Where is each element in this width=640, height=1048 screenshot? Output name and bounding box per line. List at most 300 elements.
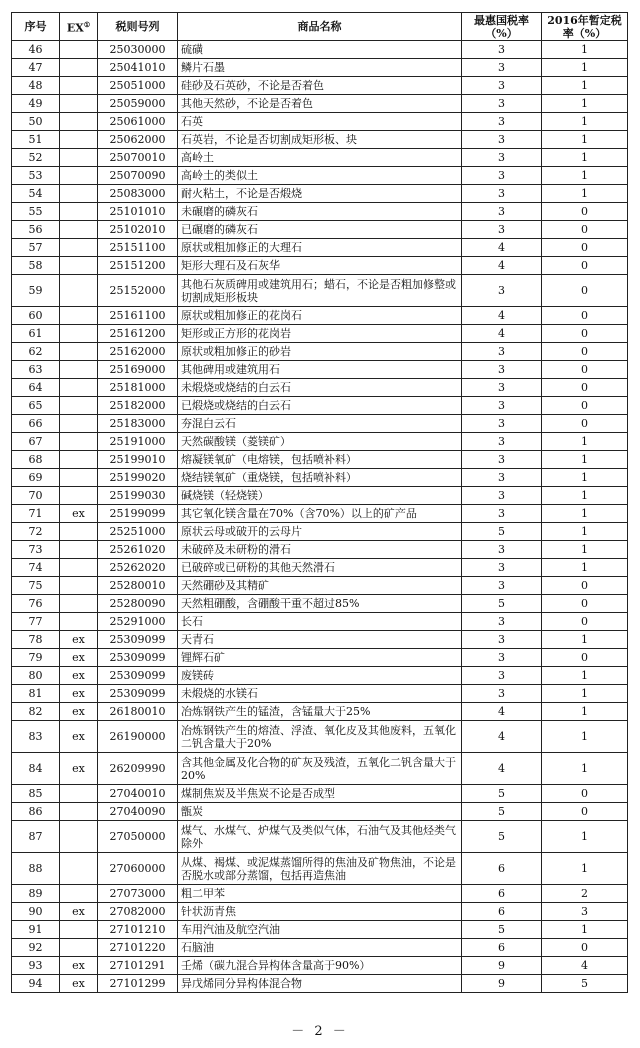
cell-product-name: 天然硼砂及其精矿 bbox=[178, 577, 462, 595]
cell-seq: 62 bbox=[12, 343, 60, 361]
cell-product-name: 鳞片石墨 bbox=[178, 59, 462, 77]
cell-ex bbox=[60, 885, 98, 903]
cell-seq: 53 bbox=[12, 167, 60, 185]
cell-seq: 75 bbox=[12, 577, 60, 595]
cell-provisional-rate: 0 bbox=[542, 803, 628, 821]
header-code: 税则号列 bbox=[98, 13, 178, 41]
cell-tariff-code: 25061000 bbox=[98, 113, 178, 131]
cell-ex bbox=[60, 415, 98, 433]
cell-ex bbox=[60, 343, 98, 361]
cell-provisional-rate: 0 bbox=[542, 361, 628, 379]
cell-mfn-rate: 3 bbox=[462, 221, 542, 239]
cell-tariff-code: 25251000 bbox=[98, 523, 178, 541]
cell-seq: 90 bbox=[12, 903, 60, 921]
cell-provisional-rate: 0 bbox=[542, 221, 628, 239]
cell-mfn-rate: 5 bbox=[462, 595, 542, 613]
cell-tariff-code: 27060000 bbox=[98, 853, 178, 885]
table-row bbox=[12, 975, 628, 993]
cell-tariff-code: 27040010 bbox=[98, 785, 178, 803]
cell-product-name: 天然粗硼酸，含硼酸干重不超过85% bbox=[178, 595, 462, 613]
cell-tariff-code: 25262020 bbox=[98, 559, 178, 577]
table-row bbox=[12, 785, 628, 803]
cell-mfn-rate: 4 bbox=[462, 325, 542, 343]
cell-tariff-code: 25041010 bbox=[98, 59, 178, 77]
cell-mfn-rate: 5 bbox=[462, 523, 542, 541]
cell-ex: ex bbox=[60, 957, 98, 975]
cell-tariff-code: 25191000 bbox=[98, 433, 178, 451]
cell-product-name: 石英岩，不论是否切割成矩形板、块 bbox=[178, 131, 462, 149]
cell-provisional-rate: 1 bbox=[542, 523, 628, 541]
cell-seq: 57 bbox=[12, 239, 60, 257]
cell-product-name: 未破碎及未研粉的滑石 bbox=[178, 541, 462, 559]
table-row bbox=[12, 59, 628, 77]
cell-mfn-rate: 3 bbox=[462, 343, 542, 361]
cell-ex bbox=[60, 613, 98, 631]
cell-provisional-rate: 0 bbox=[542, 343, 628, 361]
cell-mfn-rate: 3 bbox=[462, 667, 542, 685]
cell-product-name: 熔凝镁氧矿（电熔镁，包括喷补料） bbox=[178, 451, 462, 469]
cell-tariff-code: 25059000 bbox=[98, 95, 178, 113]
cell-product-name: 高岭土的类似土 bbox=[178, 167, 462, 185]
cell-seq: 86 bbox=[12, 803, 60, 821]
cell-tariff-code: 25151200 bbox=[98, 257, 178, 275]
cell-tariff-code: 25309099 bbox=[98, 649, 178, 667]
table-row bbox=[12, 397, 628, 415]
cell-ex bbox=[60, 541, 98, 559]
table-row bbox=[12, 523, 628, 541]
cell-tariff-code: 25309099 bbox=[98, 667, 178, 685]
cell-product-name: 硫磺 bbox=[178, 41, 462, 59]
cell-mfn-rate: 4 bbox=[462, 257, 542, 275]
table-row bbox=[12, 505, 628, 523]
cell-ex bbox=[60, 921, 98, 939]
cell-seq: 68 bbox=[12, 451, 60, 469]
cell-tariff-code: 26209990 bbox=[98, 753, 178, 785]
cell-ex bbox=[60, 307, 98, 325]
table-row bbox=[12, 257, 628, 275]
cell-seq: 85 bbox=[12, 785, 60, 803]
cell-mfn-rate: 6 bbox=[462, 885, 542, 903]
cell-mfn-rate: 4 bbox=[462, 753, 542, 785]
cell-product-name: 甑炭 bbox=[178, 803, 462, 821]
cell-product-name: 锂辉石矿 bbox=[178, 649, 462, 667]
cell-ex bbox=[60, 77, 98, 95]
cell-product-name: 从煤、褐煤、或泥煤蒸馏所得的焦油及矿物焦油，不论是否脱水或部分蒸馏，包括再造焦油 bbox=[178, 853, 462, 885]
cell-mfn-rate: 3 bbox=[462, 631, 542, 649]
cell-tariff-code: 25280010 bbox=[98, 577, 178, 595]
cell-seq: 54 bbox=[12, 185, 60, 203]
cell-seq: 50 bbox=[12, 113, 60, 131]
header-provisional-rate: 2016年暂定税率（%） bbox=[542, 13, 628, 41]
table-row bbox=[12, 577, 628, 595]
cell-provisional-rate: 0 bbox=[542, 379, 628, 397]
cell-ex bbox=[60, 803, 98, 821]
cell-tariff-code: 25309099 bbox=[98, 685, 178, 703]
cell-product-name: 其他天然砂，不论是否着色 bbox=[178, 95, 462, 113]
cell-seq: 60 bbox=[12, 307, 60, 325]
table-row bbox=[12, 325, 628, 343]
cell-provisional-rate: 1 bbox=[542, 167, 628, 185]
cell-tariff-code: 25291000 bbox=[98, 613, 178, 631]
cell-product-name: 长石 bbox=[178, 613, 462, 631]
table-row bbox=[12, 469, 628, 487]
cell-ex: ex bbox=[60, 505, 98, 523]
table-row bbox=[12, 541, 628, 559]
cell-product-name: 碱烧镁（轻烧镁） bbox=[178, 487, 462, 505]
table-body bbox=[12, 41, 628, 993]
cell-ex: ex bbox=[60, 975, 98, 993]
cell-product-name: 硅砂及石英砂，不论是否着色 bbox=[178, 77, 462, 95]
table-row bbox=[12, 167, 628, 185]
cell-product-name: 矩形大理石及石灰华 bbox=[178, 257, 462, 275]
table-row bbox=[12, 415, 628, 433]
table-row bbox=[12, 451, 628, 469]
cell-seq: 91 bbox=[12, 921, 60, 939]
table-row bbox=[12, 667, 628, 685]
cell-product-name: 煤制焦炭及半焦炭不论是否成型 bbox=[178, 785, 462, 803]
cell-tariff-code: 25199010 bbox=[98, 451, 178, 469]
cell-product-name: 未煅烧或烧结的白云石 bbox=[178, 379, 462, 397]
cell-ex bbox=[60, 853, 98, 885]
cell-ex bbox=[60, 469, 98, 487]
cell-product-name: 废镁砖 bbox=[178, 667, 462, 685]
cell-mfn-rate: 3 bbox=[462, 131, 542, 149]
cell-product-name: 石脑油 bbox=[178, 939, 462, 957]
cell-seq: 48 bbox=[12, 77, 60, 95]
table-row bbox=[12, 753, 628, 785]
cell-tariff-code: 27101291 bbox=[98, 957, 178, 975]
cell-mfn-rate: 3 bbox=[462, 203, 542, 221]
cell-ex: ex bbox=[60, 631, 98, 649]
cell-seq: 56 bbox=[12, 221, 60, 239]
cell-ex bbox=[60, 785, 98, 803]
table-row bbox=[12, 613, 628, 631]
cell-mfn-rate: 9 bbox=[462, 975, 542, 993]
cell-seq: 94 bbox=[12, 975, 60, 993]
cell-seq: 89 bbox=[12, 885, 60, 903]
cell-provisional-rate: 3 bbox=[542, 903, 628, 921]
cell-seq: 66 bbox=[12, 415, 60, 433]
cell-tariff-code: 25070090 bbox=[98, 167, 178, 185]
cell-tariff-code: 25199020 bbox=[98, 469, 178, 487]
cell-product-name: 异戊烯同分异构体混合物 bbox=[178, 975, 462, 993]
cell-provisional-rate: 0 bbox=[542, 595, 628, 613]
table-row bbox=[12, 803, 628, 821]
table-row bbox=[12, 595, 628, 613]
table-row bbox=[12, 131, 628, 149]
table-row bbox=[12, 95, 628, 113]
cell-mfn-rate: 3 bbox=[462, 59, 542, 77]
cell-ex bbox=[60, 379, 98, 397]
cell-seq: 92 bbox=[12, 939, 60, 957]
cell-tariff-code: 25261020 bbox=[98, 541, 178, 559]
cell-product-name: 石英 bbox=[178, 113, 462, 131]
cell-provisional-rate: 1 bbox=[542, 821, 628, 853]
cell-mfn-rate: 3 bbox=[462, 559, 542, 577]
table-row bbox=[12, 221, 628, 239]
cell-product-name: 烧结镁氧矿（重烧镁，包括喷补料） bbox=[178, 469, 462, 487]
cell-provisional-rate: 1 bbox=[542, 77, 628, 95]
cell-mfn-rate: 4 bbox=[462, 307, 542, 325]
cell-provisional-rate: 0 bbox=[542, 257, 628, 275]
cell-seq: 72 bbox=[12, 523, 60, 541]
cell-ex bbox=[60, 131, 98, 149]
cell-mfn-rate: 3 bbox=[462, 275, 542, 307]
cell-seq: 83 bbox=[12, 721, 60, 753]
cell-ex: ex bbox=[60, 685, 98, 703]
cell-mfn-rate: 3 bbox=[462, 95, 542, 113]
cell-product-name: 煤气、水煤气、炉煤气及类似气体，石油气及其他烃类气除外 bbox=[178, 821, 462, 853]
cell-tariff-code: 25199099 bbox=[98, 505, 178, 523]
cell-ex bbox=[60, 325, 98, 343]
table-row bbox=[12, 77, 628, 95]
cell-tariff-code: 25152000 bbox=[98, 275, 178, 307]
cell-mfn-rate: 3 bbox=[462, 361, 542, 379]
table-row bbox=[12, 939, 628, 957]
cell-seq: 65 bbox=[12, 397, 60, 415]
cell-mfn-rate: 3 bbox=[462, 451, 542, 469]
cell-seq: 82 bbox=[12, 703, 60, 721]
cell-seq: 46 bbox=[12, 41, 60, 59]
cell-tariff-code: 25182000 bbox=[98, 397, 178, 415]
cell-provisional-rate: 1 bbox=[542, 753, 628, 785]
cell-mfn-rate: 5 bbox=[462, 785, 542, 803]
cell-seq: 77 bbox=[12, 613, 60, 631]
table-row bbox=[12, 307, 628, 325]
cell-tariff-code: 25101010 bbox=[98, 203, 178, 221]
cell-mfn-rate: 4 bbox=[462, 703, 542, 721]
cell-seq: 80 bbox=[12, 667, 60, 685]
cell-seq: 49 bbox=[12, 95, 60, 113]
cell-mfn-rate: 3 bbox=[462, 613, 542, 631]
table-row bbox=[12, 821, 628, 853]
cell-product-name: 耐火粘土，不论是否煅烧 bbox=[178, 185, 462, 203]
cell-tariff-code: 25183000 bbox=[98, 415, 178, 433]
cell-mfn-rate: 3 bbox=[462, 505, 542, 523]
cell-product-name: 已煅烧或烧结的白云石 bbox=[178, 397, 462, 415]
cell-product-name: 高岭土 bbox=[178, 149, 462, 167]
cell-seq: 69 bbox=[12, 469, 60, 487]
cell-seq: 70 bbox=[12, 487, 60, 505]
cell-product-name: 矩形或正方形的花岗岩 bbox=[178, 325, 462, 343]
cell-provisional-rate: 1 bbox=[542, 921, 628, 939]
cell-tariff-code: 25162000 bbox=[98, 343, 178, 361]
table-row bbox=[12, 703, 628, 721]
cell-provisional-rate: 5 bbox=[542, 975, 628, 993]
cell-provisional-rate: 1 bbox=[542, 631, 628, 649]
cell-product-name: 原状云母或破开的云母片 bbox=[178, 523, 462, 541]
cell-provisional-rate: 1 bbox=[542, 149, 628, 167]
cell-tariff-code: 27040090 bbox=[98, 803, 178, 821]
cell-mfn-rate: 3 bbox=[462, 149, 542, 167]
cell-mfn-rate: 3 bbox=[462, 41, 542, 59]
cell-mfn-rate: 3 bbox=[462, 649, 542, 667]
cell-tariff-code: 25309099 bbox=[98, 631, 178, 649]
cell-mfn-rate: 3 bbox=[462, 77, 542, 95]
table-row bbox=[12, 203, 628, 221]
cell-tariff-code: 26190000 bbox=[98, 721, 178, 753]
cell-seq: 58 bbox=[12, 257, 60, 275]
cell-provisional-rate: 0 bbox=[542, 649, 628, 667]
tariff-table bbox=[11, 12, 628, 993]
table-row bbox=[12, 631, 628, 649]
cell-provisional-rate: 1 bbox=[542, 667, 628, 685]
cell-tariff-code: 25102010 bbox=[98, 221, 178, 239]
cell-provisional-rate: 1 bbox=[542, 433, 628, 451]
cell-mfn-rate: 4 bbox=[462, 239, 542, 257]
cell-ex bbox=[60, 203, 98, 221]
cell-seq: 55 bbox=[12, 203, 60, 221]
header-name: 商品名称 bbox=[178, 13, 462, 41]
cell-ex bbox=[60, 41, 98, 59]
cell-ex: ex bbox=[60, 703, 98, 721]
cell-mfn-rate: 3 bbox=[462, 577, 542, 595]
page-number: － 2 － bbox=[291, 1024, 349, 1039]
cell-mfn-rate: 3 bbox=[462, 685, 542, 703]
cell-seq: 59 bbox=[12, 275, 60, 307]
table-row bbox=[12, 853, 628, 885]
cell-product-name: 冶炼钢铁产生的熔渣、浮渣、氧化皮及其他废料，五氧化二钒含量大于20% bbox=[178, 721, 462, 753]
cell-tariff-code: 26180010 bbox=[98, 703, 178, 721]
cell-provisional-rate: 1 bbox=[542, 685, 628, 703]
cell-seq: 78 bbox=[12, 631, 60, 649]
cell-mfn-rate: 3 bbox=[462, 113, 542, 131]
cell-product-name: 冶炼钢铁产生的锰渣，含锰量大于25% bbox=[178, 703, 462, 721]
table-row bbox=[12, 433, 628, 451]
cell-seq: 47 bbox=[12, 59, 60, 77]
cell-tariff-code: 25161200 bbox=[98, 325, 178, 343]
cell-ex bbox=[60, 577, 98, 595]
cell-seq: 84 bbox=[12, 753, 60, 785]
cell-mfn-rate: 4 bbox=[462, 721, 542, 753]
cell-ex bbox=[60, 361, 98, 379]
cell-product-name: 原状或粗加修正的砂岩 bbox=[178, 343, 462, 361]
cell-provisional-rate: 0 bbox=[542, 939, 628, 957]
header-ex-label: EX bbox=[66, 21, 84, 35]
cell-product-name: 粗二甲苯 bbox=[178, 885, 462, 903]
cell-product-name: 其它氧化镁含量在70%（含70%）以上的矿产品 bbox=[178, 505, 462, 523]
cell-provisional-rate: 1 bbox=[542, 113, 628, 131]
table-row bbox=[12, 487, 628, 505]
cell-seq: 61 bbox=[12, 325, 60, 343]
cell-seq: 87 bbox=[12, 821, 60, 853]
cell-mfn-rate: 6 bbox=[462, 903, 542, 921]
cell-provisional-rate: 2 bbox=[542, 885, 628, 903]
cell-provisional-rate: 0 bbox=[542, 613, 628, 631]
cell-seq: 52 bbox=[12, 149, 60, 167]
cell-seq: 81 bbox=[12, 685, 60, 703]
cell-ex bbox=[60, 257, 98, 275]
table-row bbox=[12, 721, 628, 753]
cell-ex bbox=[60, 95, 98, 113]
cell-seq: 71 bbox=[12, 505, 60, 523]
cell-mfn-rate: 9 bbox=[462, 957, 542, 975]
cell-mfn-rate: 6 bbox=[462, 939, 542, 957]
cell-ex: ex bbox=[60, 667, 98, 685]
cell-provisional-rate: 1 bbox=[542, 95, 628, 113]
cell-tariff-code: 27073000 bbox=[98, 885, 178, 903]
cell-provisional-rate: 1 bbox=[542, 451, 628, 469]
cell-product-name: 原状或粗加修正的花岗石 bbox=[178, 307, 462, 325]
cell-product-name: 未碾磨的磷灰石 bbox=[178, 203, 462, 221]
cell-seq: 63 bbox=[12, 361, 60, 379]
cell-product-name: 天青石 bbox=[178, 631, 462, 649]
cell-mfn-rate: 3 bbox=[462, 415, 542, 433]
cell-tariff-code: 25051000 bbox=[98, 77, 178, 95]
cell-tariff-code: 27050000 bbox=[98, 821, 178, 853]
cell-seq: 74 bbox=[12, 559, 60, 577]
cell-product-name: 天然碳酸镁（菱镁矿） bbox=[178, 433, 462, 451]
table-header-row bbox=[12, 13, 628, 41]
table-row bbox=[12, 41, 628, 59]
cell-provisional-rate: 1 bbox=[542, 131, 628, 149]
cell-product-name: 夯混白云石 bbox=[178, 415, 462, 433]
header-seq: 序号 bbox=[12, 13, 60, 41]
cell-provisional-rate: 4 bbox=[542, 957, 628, 975]
cell-provisional-rate: 1 bbox=[542, 469, 628, 487]
cell-ex bbox=[60, 221, 98, 239]
cell-provisional-rate: 1 bbox=[542, 59, 628, 77]
cell-ex bbox=[60, 595, 98, 613]
cell-tariff-code: 25151100 bbox=[98, 239, 178, 257]
cell-mfn-rate: 5 bbox=[462, 821, 542, 853]
cell-ex bbox=[60, 239, 98, 257]
cell-seq: 76 bbox=[12, 595, 60, 613]
cell-tariff-code: 25083000 bbox=[98, 185, 178, 203]
header-mfn-rate: 最惠国税率（%） bbox=[462, 13, 542, 41]
cell-tariff-code: 25030000 bbox=[98, 41, 178, 59]
cell-mfn-rate: 3 bbox=[462, 433, 542, 451]
cell-provisional-rate: 1 bbox=[542, 185, 628, 203]
cell-mfn-rate: 3 bbox=[462, 397, 542, 415]
cell-seq: 73 bbox=[12, 541, 60, 559]
table-row bbox=[12, 239, 628, 257]
cell-mfn-rate: 3 bbox=[462, 185, 542, 203]
cell-ex bbox=[60, 451, 98, 469]
cell-product-name: 含其他金属及化合物的矿灰及残渣，五氧化二钒含量大于20% bbox=[178, 753, 462, 785]
cell-provisional-rate: 1 bbox=[542, 853, 628, 885]
cell-mfn-rate: 3 bbox=[462, 379, 542, 397]
cell-ex: ex bbox=[60, 903, 98, 921]
cell-provisional-rate: 1 bbox=[542, 505, 628, 523]
cell-provisional-rate: 0 bbox=[542, 275, 628, 307]
cell-ex bbox=[60, 275, 98, 307]
cell-mfn-rate: 5 bbox=[462, 921, 542, 939]
table-row bbox=[12, 903, 628, 921]
cell-ex bbox=[60, 167, 98, 185]
table-row bbox=[12, 885, 628, 903]
cell-tariff-code: 25199030 bbox=[98, 487, 178, 505]
table-row bbox=[12, 185, 628, 203]
cell-product-name: 未煅烧的水镁石 bbox=[178, 685, 462, 703]
cell-ex bbox=[60, 185, 98, 203]
cell-ex bbox=[60, 113, 98, 131]
table-row bbox=[12, 921, 628, 939]
cell-provisional-rate: 0 bbox=[542, 203, 628, 221]
table-row bbox=[12, 685, 628, 703]
cell-seq: 64 bbox=[12, 379, 60, 397]
cell-mfn-rate: 3 bbox=[462, 487, 542, 505]
cell-product-name: 壬烯（碳九混合异构体含量高于90%） bbox=[178, 957, 462, 975]
cell-provisional-rate: 0 bbox=[542, 325, 628, 343]
cell-provisional-rate: 0 bbox=[542, 397, 628, 415]
cell-product-name: 车用汽油及航空汽油 bbox=[178, 921, 462, 939]
cell-ex bbox=[60, 821, 98, 853]
cell-provisional-rate: 0 bbox=[542, 307, 628, 325]
table-row bbox=[12, 149, 628, 167]
cell-product-name: 已破碎或已研粉的其他天然滑石 bbox=[178, 559, 462, 577]
cell-ex bbox=[60, 433, 98, 451]
